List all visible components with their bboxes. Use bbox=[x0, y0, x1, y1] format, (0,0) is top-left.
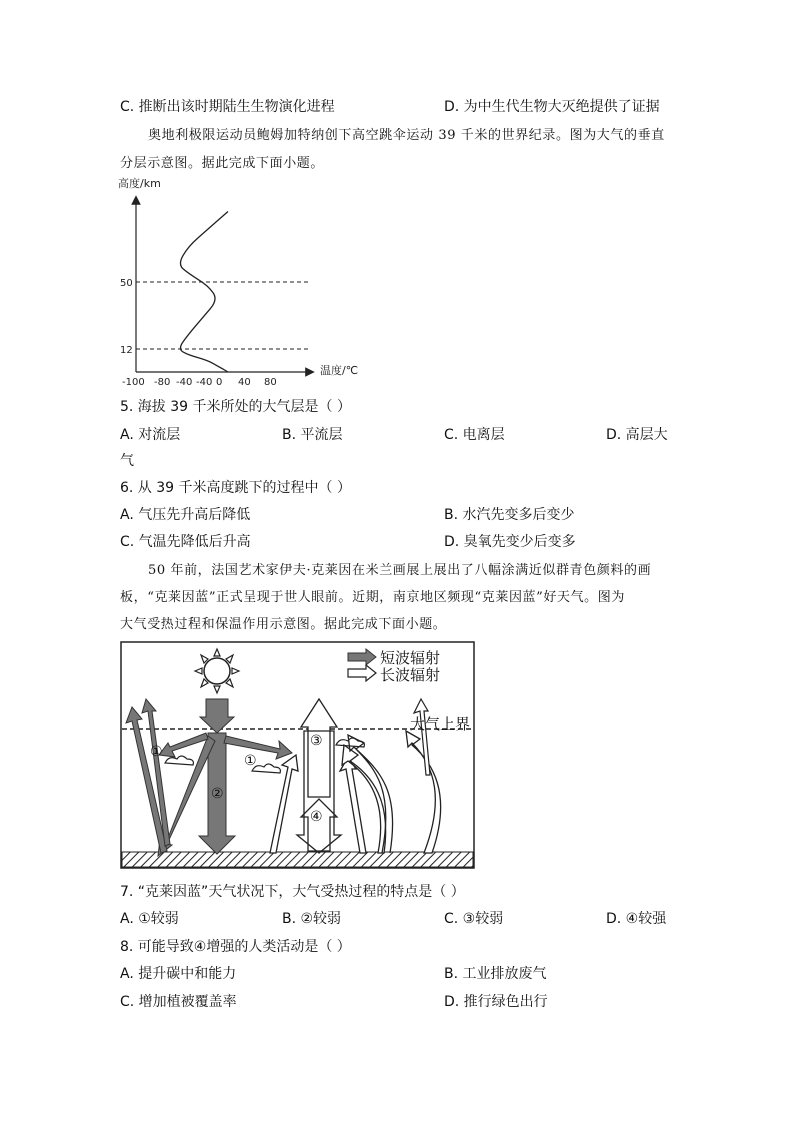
q5-option-d-continued: 气 bbox=[120, 453, 134, 469]
q7-option-b[interactable]: B. ②较弱 bbox=[282, 911, 342, 927]
q5-option-d[interactable]: D. 高层大 bbox=[606, 427, 668, 443]
option-d-previous: D. 为中生代生物大灭绝提供了证据 bbox=[444, 99, 660, 115]
q5-stem: 5. 海拔 39 千米所处的大气层是（ ） bbox=[120, 399, 351, 415]
x-tick-80: 80 bbox=[264, 377, 277, 388]
q5-option-a[interactable]: A. 对流层 bbox=[120, 427, 181, 443]
x-tick-0: 0 bbox=[216, 377, 223, 388]
temperature-profile-curve bbox=[181, 212, 229, 373]
q7-option-d[interactable]: D. ④较强 bbox=[606, 911, 667, 927]
label-1-right: ① bbox=[244, 753, 257, 769]
y-tick-50: 50 bbox=[120, 278, 133, 289]
q7-option-c[interactable]: C. ③较弱 bbox=[444, 911, 504, 927]
q8-stem: 8. 可能导致④增强的人类活动是（ ） bbox=[120, 939, 351, 955]
legend-longwave-label: 长波辐射 bbox=[380, 666, 441, 684]
ground-surface bbox=[122, 852, 473, 867]
chart-y-axis-label: 高度/km bbox=[118, 177, 161, 190]
label-4: ④ bbox=[310, 809, 323, 825]
chart-x-axis-label: 温度/℃ bbox=[320, 364, 359, 377]
option-c-previous: C. 推断出该时期陆生生物演化进程 bbox=[120, 99, 335, 115]
atmosphere-layer-chart bbox=[110, 172, 370, 390]
q6-option-b[interactable]: B. 水汽先变多后变少 bbox=[444, 507, 575, 523]
passage-1-line-1: 奥地利极限运动员鲍姆加特纳创下高空跳伞运动 39 千米的世界纪录。图为大气的垂直 bbox=[148, 128, 665, 143]
q8-option-a[interactable]: A. 提升碳中和能力 bbox=[120, 966, 237, 982]
q8-option-d[interactable]: D. 推行绿色出行 bbox=[444, 994, 548, 1010]
x-tick-40: 40 bbox=[238, 377, 251, 388]
q7-stem: 7. “克莱因蓝”天气状况下，大气受热过程的特点是（ ） bbox=[120, 884, 465, 900]
label-2: ② bbox=[211, 786, 224, 802]
passage-2-line-3: 大气受热过程和保温作用示意图。据此完成下面小题。 bbox=[120, 617, 447, 632]
q5-option-b[interactable]: B. 平流层 bbox=[282, 427, 343, 443]
label-1-left: ① bbox=[150, 744, 163, 760]
label-3: ③ bbox=[310, 733, 323, 749]
passage-1-line-2: 分层示意图。据此完成下面小题。 bbox=[120, 156, 325, 171]
q6-option-c[interactable]: C. 气温先降低后升高 bbox=[120, 534, 251, 550]
q8-option-c[interactable]: C. 增加植被覆盖率 bbox=[120, 994, 237, 1010]
q6-option-a[interactable]: A. 气压先升高后降低 bbox=[120, 507, 251, 523]
x-tick--100: -100 bbox=[122, 377, 145, 388]
q6-option-d[interactable]: D. 臭氧先变少后变多 bbox=[444, 534, 576, 550]
passage-2-line-2: 板，“克莱因蓝”正式呈现于世人眼前。近期，南京地区频现“克莱因蓝”好天气。图为 bbox=[120, 590, 625, 605]
q7-option-a[interactable]: A. ①较弱 bbox=[120, 911, 179, 927]
x-tick--80: -80 bbox=[154, 377, 171, 388]
x-tick--40a: -40 bbox=[176, 377, 193, 388]
atmosphere-heating-diagram bbox=[120, 641, 476, 870]
q5-option-c[interactable]: C. 电离层 bbox=[444, 427, 505, 443]
legend-shortwave-label: 短波辐射 bbox=[380, 649, 441, 667]
passage-2-line-1: 50 年前，法国艺术家伊夫·克莱因在米兰画展上展出了八幅涂满近似群青色颜料的画 bbox=[148, 563, 652, 578]
atmosphere-top-label: 大气上界 bbox=[410, 715, 471, 733]
sun-icon bbox=[195, 649, 239, 693]
q8-option-b[interactable]: B. 工业排放废气 bbox=[444, 966, 547, 982]
x-tick--40b: -40 bbox=[196, 377, 213, 388]
q6-stem: 6. 从 39 千米高度跳下的过程中（ ） bbox=[120, 480, 351, 496]
y-tick-12: 12 bbox=[120, 345, 133, 356]
